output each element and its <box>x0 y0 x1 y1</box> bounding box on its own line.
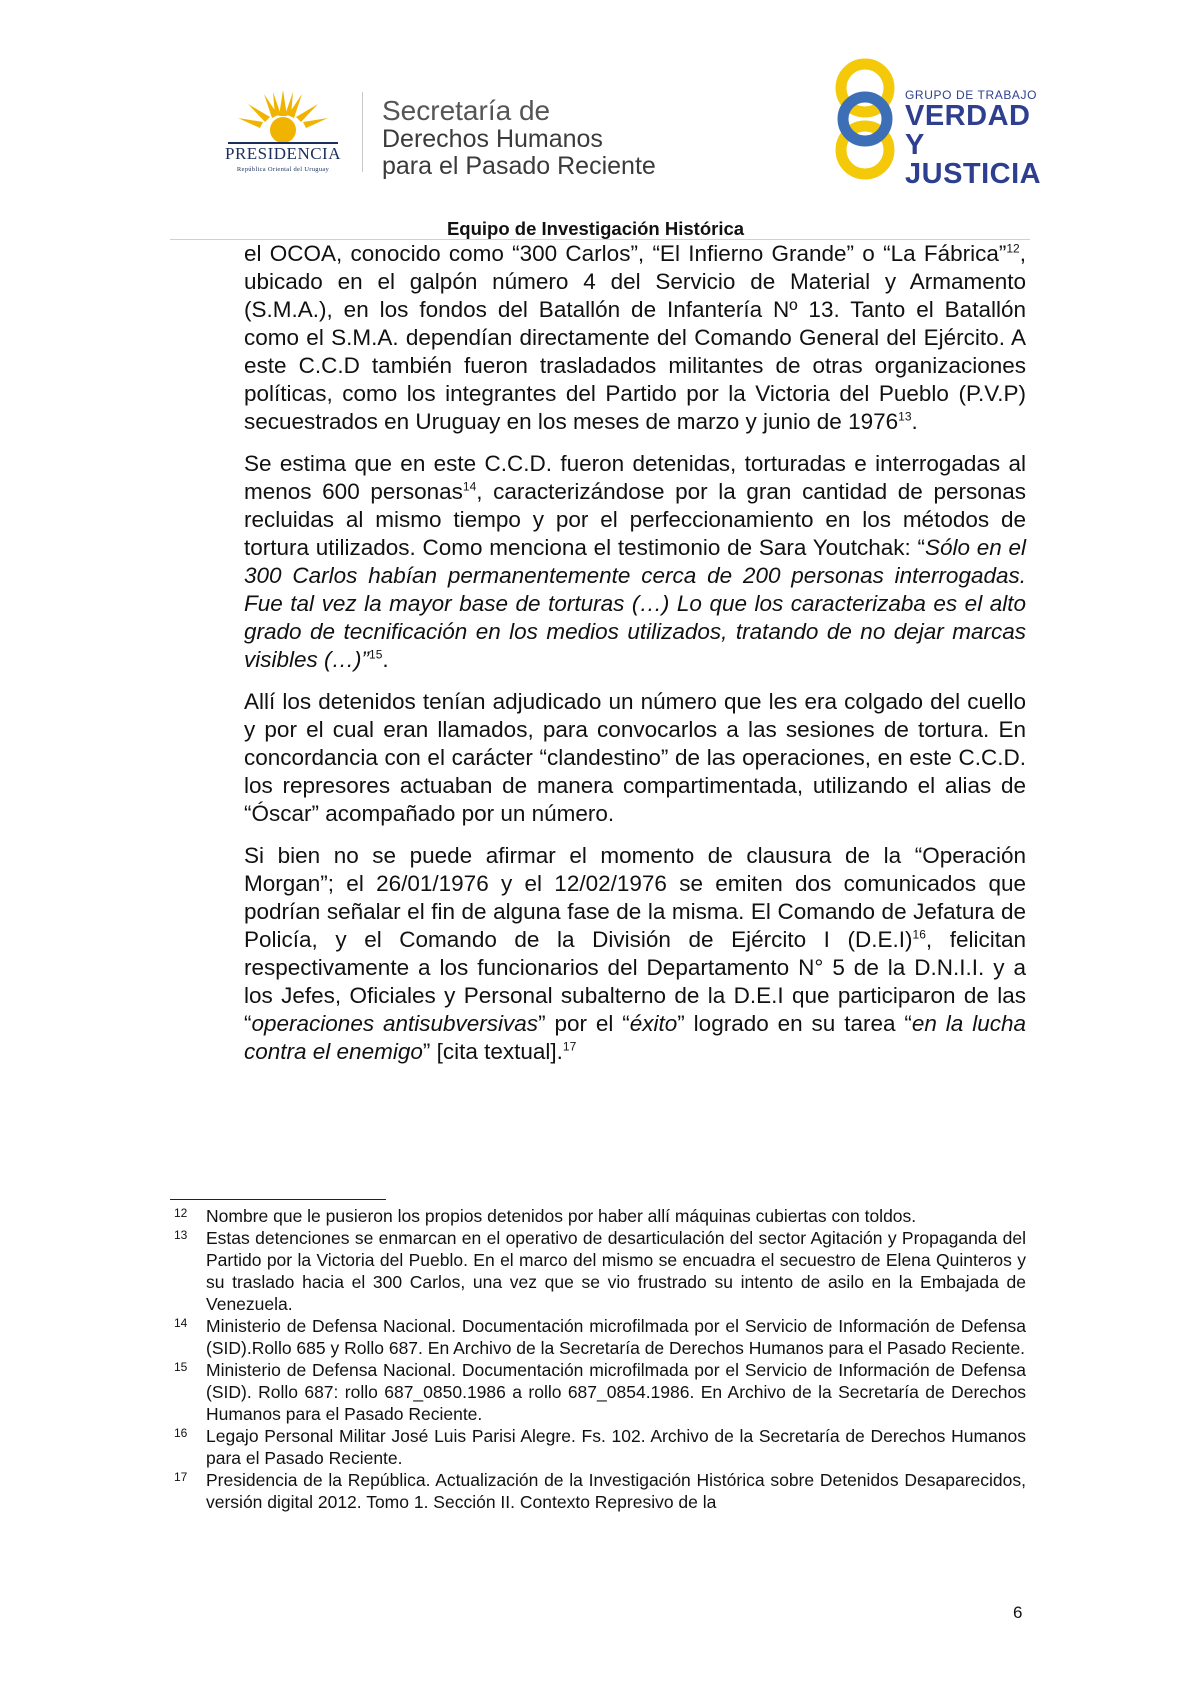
verdad-justicia-rings-icon <box>820 56 910 182</box>
presidencia-subtitle: República Oriental del Uruguay <box>236 166 330 173</box>
italic-phrase: operaciones antisubversivas <box>251 1011 539 1036</box>
footnote-ref-14[interactable]: 14 <box>462 479 477 494</box>
footnote-text: Ministerio de Defensa Nacional. Documentación microfilmada por el Servicio de Información de Defensa (SID).Rollo 685 y Rollo 687. En Archivo de la Secretaría de Derechos Humanos para el Pasado Reciente. <box>206 1316 1026 1358</box>
footnote-text: Nombre que le pusieron los propios detenidos por haber allí máquinas cubiertas con toldos. <box>206 1206 917 1226</box>
footnotes <box>170 1205 1026 1513</box>
footnote-item <box>170 1315 1026 1359</box>
footnote-separator <box>170 1199 386 1200</box>
paragraph-1: el OCOA, conocido como “300 Carlos”, “El Infierno Grande” o “La Fábrica”$^{12}$, ubicado en el galpón número 4 del Servicio de Material y Armamento (S.M.A.), en los fondos del Batallón de Infantería Nº 13. Tanto el Batallón como el S.M.A. dependían directamente del Comando General del Ejército. A este C.C.D también fueron trasladados militantes de otras organizaciones políticas, como los integrantes del Partido por la Victoria del Pueblo (P.V.P) secuestrados en Uruguay en los meses de marzo y junio de 1976$^{13}$. <box>244 241 1026 434</box>
grupo-line-2: JUSTICIA <box>905 158 1042 190</box>
document-body <box>244 240 1026 1080</box>
footnote-item <box>170 1425 1026 1469</box>
secretaria-line-1: Secretaría de <box>382 95 551 126</box>
page-number: 6 <box>1013 1603 1023 1622</box>
footnote-number: 12 <box>174 1206 188 1220</box>
testimony-quote: Sólo en el 300 Carlos habían permanentemente cerca de 200 personas interrogadas. Fue tal vez la mayor base de torturas (…) Lo que los caracterizaba es el alto grado de tecnificación en los medios utilizados, tratando de no dejar marcas visibles (…)” <box>244 535 1026 672</box>
paragraph-3: Allí los detenidos tenían adjudicado un número que les era colgado del cuello y por el cual eran llamados, para convocarlos a las sesiones de tortura. En concordancia con el carácter “clandestino” de las operaciones, en este C.C.D. los represores actuaban de manera compartimentada, utilizando el alias de “Óscar” acompañado por un número. <box>244 689 1026 826</box>
page-header <box>0 0 1191 240</box>
grupo-small-label: GRUPO DE TRABAJO <box>905 88 1038 102</box>
footnote-item <box>170 1359 1026 1425</box>
secretaria-line-3: para el Pasado Reciente <box>382 152 656 180</box>
secretaria-line-2: Derechos Humanos <box>382 125 603 153</box>
footnote-number: 17 <box>174 1470 188 1484</box>
logo-divider <box>362 92 363 172</box>
footnote-number: 13 <box>174 1228 188 1242</box>
footnote-ref-17[interactable]: 17 <box>562 1039 577 1054</box>
footnote-number: 14 <box>174 1316 188 1330</box>
presidencia-title: PRESIDENCIA <box>224 144 341 163</box>
footnote-item <box>170 1227 1026 1315</box>
paragraph-4: Si bien no se puede afirmar el momento de clausura de la “Operación Morgan”; el 26/01/1976 y el 12/02/1976 se emiten dos comunicados que podrían señalar el fin de alguna fase de la misma. El Comando de Jefatura de Policía, y el Comando de la División de Ejército I $(D.E.I)^{16}$, felicitan respectivamente a los funcionarios del Departamento N° 5 de la D.N.I.I. y a los Jefes, Oficiales y Personal subalterno de la D.E.I que participaron de las “operaciones antisubversivas” por el “éxito” logrado en su tarea “en la lucha contra el enemigo” [cita textual].$^{17}$ <box>244 843 1026 1064</box>
sun-emblem-icon <box>208 88 358 148</box>
footnote-ref-15[interactable]: 15 <box>369 647 383 662</box>
grupo-trabajo-logo-text <box>905 88 1055 189</box>
secretaria-logo-text <box>382 96 712 180</box>
presidencia-logo <box>208 88 358 178</box>
footnote-item <box>170 1205 1026 1227</box>
footnote-text: Estas detenciones se enmarcan en el operativo de desarticulación del sector Agitación y Propaganda del Partido por la Victoria del Pueblo. En el marco del mismo se encuadra el secuestro de Elena Quinteros y su traslado hacia el 300 Carlos, una vez que se vio frustrado su intento de asilo en la Embajada de Venezuela. <box>206 1228 1026 1314</box>
paragraph-2: Se estima que en este C.C.D. fueron detenidas, torturadas e interrogadas al menos 600 personas$^{14}$, caracterizándose por la gran cantidad de personas recluidas al mismo tiempo y por el perfeccionamiento en los métodos de tortura utilizados. Como menciona el testimonio de Sara Youtchak: “Sólo en el 300 Carlos habían permanentemente cerca de 200 personas interrogadas. Fue tal vez la mayor base de torturas (…) Lo que los caracterizaba es el alto grado de tecnificación en los medios utilizados, tratando de no dejar marcas visibles (…)”$^{15}$. <box>244 451 1026 672</box>
footnote-item <box>170 1469 1026 1513</box>
footnote-number: 16 <box>174 1426 188 1440</box>
footnote-text: Legajo Personal Militar José Luis Parisi Alegre. Fs. 102. Archivo de la Secretaría de Derechos Humanos para el Pasado Reciente. <box>206 1426 1026 1468</box>
grupo-line-1: VERDAD Y <box>905 100 1031 161</box>
footnote-text: Presidencia de la República. Actualización de la Investigación Histórica sobre Detenidos Desaparecidos, versión digital 2012. Tomo 1. Sección II. Contexto Represivo de la <box>206 1470 1026 1512</box>
italic-phrase: en la lucha contra el enemigo <box>244 1011 1026 1064</box>
footnote-ref-13[interactable]: 13 <box>898 409 912 424</box>
footnote-number: 15 <box>174 1360 188 1374</box>
footnote-ref-12[interactable]: 12 <box>1006 241 1020 256</box>
footnote-ref-16[interactable]: 16 <box>912 927 926 942</box>
team-title: Equipo de Investigación Histórica <box>446 218 745 239</box>
italic-phrase: éxito <box>629 1011 678 1036</box>
footnote-text: Ministerio de Defensa Nacional. Documentación microfilmada por el Servicio de Información de Defensa (SID). Rollo 687: rollo 687_0850.1986 a rollo 687_0854.1986. En Archivo de la Secretaría de Derechos Humanos para el Pasado Reciente. <box>206 1360 1026 1424</box>
